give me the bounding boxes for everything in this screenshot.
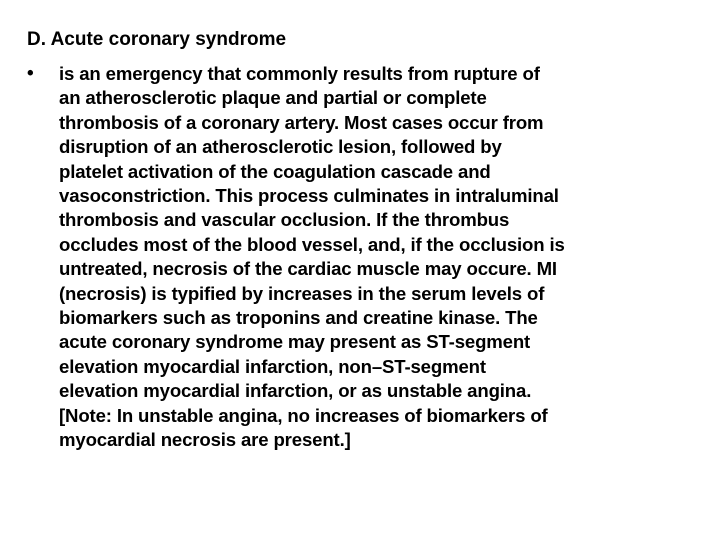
bullet-line: elevation myocardial infarction, or as unstable angina. <box>59 380 532 402</box>
bullet-line: platelet activation of the coagulation cascade and <box>59 160 491 182</box>
bullet-line: elevation myocardial infarction, non–ST-segment <box>59 355 486 377</box>
bullet-line: an atherosclerotic plaque and partial or complete <box>59 87 487 109</box>
bullet-line: disruption of an atherosclerotic lesion, followed by <box>59 136 502 158</box>
bullet-line: [Note: In unstable angina, no increases of biomarkers of <box>59 404 548 426</box>
bullet-line: is an emergency that commonly results from rupture of <box>59 63 540 84</box>
bullet-marker: • <box>27 63 34 84</box>
bullet-line: biomarkers such as troponins and creatine kinase. The <box>59 307 538 329</box>
bullet-line: vasoconstriction. This process culminates in intraluminal <box>59 185 559 207</box>
bullet-line: (necrosis) is typified by increases in the serum levels of <box>59 282 545 304</box>
bullet-line: thrombosis of a coronary artery. Most cases occur from <box>59 111 544 133</box>
bullet-line: myocardial necrosis are present.] <box>59 429 351 451</box>
bullet-line: occludes most of the blood vessel, and, if the occlusion is <box>59 233 565 255</box>
bullet-line: acute coronary syndrome may present as ST-segment <box>59 331 531 353</box>
bullet-text <box>59 62 707 453</box>
bullet-line: thrombosis and vascular occlusion. If the thrombus <box>59 209 510 231</box>
slide-heading: D. Acute coronary syndrome <box>27 29 287 50</box>
bullet-line: untreated, necrosis of the cardiac muscle may occure. MI <box>59 258 557 280</box>
bullet-item <box>27 62 707 453</box>
